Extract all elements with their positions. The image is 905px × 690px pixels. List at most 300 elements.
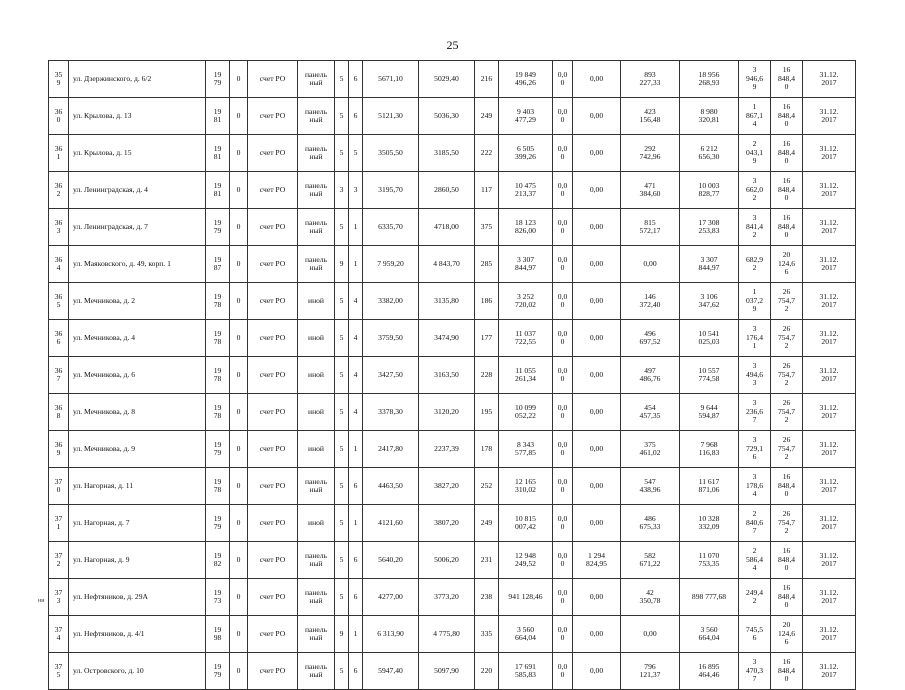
floors-cell: 5	[335, 98, 349, 135]
residents-cell: 249	[475, 505, 499, 542]
cell-line: 26	[782, 287, 791, 297]
cell-line: 1 294	[587, 550, 606, 560]
total-area-cell	[363, 320, 419, 357]
cell-line: 0	[784, 489, 789, 499]
cell-line: 722,55	[515, 337, 536, 346]
total-area-cell	[363, 653, 419, 690]
row-number-cell	[49, 579, 69, 616]
cell-line: 37	[54, 624, 63, 634]
cell-line: 754,7	[777, 295, 796, 305]
cell-line: 664,04	[698, 633, 720, 642]
cell-line: 0	[784, 230, 789, 240]
cell-line: 2017	[821, 596, 837, 605]
cell-line: 375	[644, 439, 656, 449]
living-area-cell	[419, 505, 475, 542]
total-area-cell	[363, 135, 419, 172]
federal-funds-cell	[553, 542, 573, 579]
cell-line: 37	[54, 550, 63, 560]
cell-line: 18 123	[515, 217, 536, 227]
cell-line: панель	[304, 180, 328, 190]
cell-line: 4	[752, 119, 757, 129]
cell-line: 5029,40	[434, 73, 459, 83]
cell-line: 261,34	[515, 374, 536, 383]
cell-line: 20	[782, 620, 791, 630]
cell-line: 742,96	[639, 152, 661, 161]
cell-line: 79	[213, 448, 222, 457]
cell-line: 1	[752, 287, 757, 297]
total-area-cell	[363, 505, 419, 542]
cell-line: 36	[54, 402, 63, 412]
cell-line: 0,0	[557, 624, 568, 634]
cell-line: 310,02	[515, 485, 536, 494]
cell-line: ный	[309, 263, 323, 272]
cell-line: 31.12.	[819, 106, 839, 116]
cell-line: 16	[782, 102, 791, 112]
cell-line: 2017	[821, 263, 837, 272]
local-funds-cell	[621, 616, 680, 653]
cell-line: иной	[308, 517, 324, 527]
cell-line: 0,0	[557, 180, 568, 190]
total-area-cell	[363, 431, 419, 468]
wall-material-cell	[298, 135, 335, 172]
living-area-cell	[419, 357, 475, 394]
cell-line: 0	[784, 156, 789, 166]
floors-cell: 5	[335, 579, 349, 616]
cell-line: 2017	[821, 226, 837, 235]
cell-line: 796	[644, 661, 656, 671]
cell-line: 3382,00	[378, 295, 403, 305]
total-cost-cell	[499, 431, 553, 468]
cell-line: 79	[213, 670, 222, 679]
cell-line: 848,4	[777, 73, 796, 83]
cell-line: 2017	[821, 633, 837, 642]
cell-line: 36	[54, 106, 63, 116]
cell-line: 0,0	[557, 550, 568, 560]
federal-funds-cell	[553, 357, 573, 394]
cell-line: 494,6	[745, 369, 764, 379]
cell-line: 292	[644, 143, 656, 153]
cell-line: 1	[56, 152, 61, 161]
owner-funds-cell	[680, 542, 739, 579]
table-row	[49, 431, 856, 468]
total-cost-cell	[499, 246, 553, 283]
cell-line: 697,52	[639, 337, 661, 346]
floors-cell: 5	[335, 468, 349, 505]
cell-line: 4463,50	[378, 480, 403, 490]
deadline-cell	[803, 616, 856, 653]
row-number-cell	[49, 98, 69, 135]
local-funds-cell	[621, 135, 680, 172]
cell-line: 19	[213, 550, 222, 560]
cell-line: 7 968	[700, 439, 718, 449]
cell-line: 0	[784, 193, 789, 203]
owner-funds-cell	[680, 431, 739, 468]
cell-line: 19	[213, 69, 222, 79]
cell-line: 249,52	[515, 559, 536, 568]
cell-line: 78	[213, 411, 222, 420]
deadline-cell	[803, 468, 856, 505]
cell-line: 9	[752, 304, 757, 314]
cell-line: 0,00	[589, 221, 604, 231]
cell-line: 662,0	[745, 184, 764, 194]
owner-funds-cell	[680, 616, 739, 653]
row-number-cell	[49, 394, 69, 431]
cell-line: 19	[213, 402, 222, 412]
cell-line: ный	[309, 226, 323, 235]
row-number-cell	[49, 542, 69, 579]
cell-line: 11 055	[515, 365, 536, 375]
cell-line: 0,00	[589, 73, 604, 83]
cell-line: 0	[560, 78, 565, 87]
cell-line: 871,06	[698, 485, 720, 494]
local-funds-cell	[621, 283, 680, 320]
cell-line: 7	[752, 674, 757, 684]
cell-line: 116,83	[698, 448, 720, 457]
fund-method-cell: счет РО	[248, 579, 298, 616]
fund-method-cell: счет РО	[248, 61, 298, 98]
cell-line: 2	[56, 559, 61, 568]
cell-line: 0	[560, 559, 565, 568]
cell-line: 2	[784, 304, 789, 314]
cell-line: 754,7	[777, 406, 796, 416]
deadline-cell	[803, 653, 856, 690]
cell-line: 3427,50	[378, 369, 403, 379]
cell-line: 31.12.	[819, 328, 839, 338]
table-row	[49, 468, 856, 505]
zero-cell: 0	[230, 246, 248, 283]
cell-line: 844,97	[698, 263, 720, 272]
residents-cell: 252	[475, 468, 499, 505]
cell-line: 31.12.	[819, 217, 839, 227]
cell-line: 0	[560, 337, 565, 346]
table-row	[49, 320, 856, 357]
living-area-cell	[419, 394, 475, 431]
build-year-cell	[206, 468, 230, 505]
cell-line: 0	[560, 411, 565, 420]
cell-line: 5	[56, 670, 61, 679]
cell-line: 12 948	[515, 550, 536, 560]
federal-funds-cell	[553, 98, 573, 135]
cell-line: панель	[304, 106, 328, 116]
unit-cost-cell	[739, 468, 771, 505]
cell-line: 461,02	[639, 448, 661, 457]
cell-line: 16	[782, 213, 791, 223]
zero-cell: 0	[230, 431, 248, 468]
cell-line: 10 099	[515, 402, 536, 412]
floors-cell: 5	[335, 209, 349, 246]
wall-material-cell	[298, 505, 335, 542]
cell-line: 0,00	[589, 665, 604, 675]
owner-funds-cell	[680, 283, 739, 320]
cell-line: 81	[213, 115, 222, 124]
federal-funds-cell	[553, 505, 573, 542]
regional-funds-cell	[573, 98, 621, 135]
cell-line: 3505,50	[378, 147, 403, 157]
build-year-cell	[206, 616, 230, 653]
row-number-cell	[49, 283, 69, 320]
cell-line: 81	[213, 189, 222, 198]
owner-funds-cell	[680, 61, 739, 98]
cell-line: 19	[213, 513, 222, 523]
total-cost-cell	[499, 172, 553, 209]
cell-line: 4	[56, 263, 61, 272]
cell-line: 3 560	[700, 624, 718, 634]
cell-line: 464,46	[698, 670, 720, 679]
total-area-cell	[363, 542, 419, 579]
cell-line: 454	[644, 402, 656, 412]
cell-line: 2017	[821, 559, 837, 568]
cell-line: 828,77	[698, 189, 720, 198]
owner-funds-cell	[680, 135, 739, 172]
regional-funds-cell	[573, 616, 621, 653]
total-cost-cell	[499, 505, 553, 542]
cell-line: 6 313,90	[377, 628, 404, 638]
federal-funds-cell	[553, 579, 573, 616]
cell-line: ный	[309, 115, 323, 124]
total-cost-cell	[499, 98, 553, 135]
unit-cost-cell	[739, 505, 771, 542]
cell-line: 384,60	[639, 189, 661, 198]
build-year-cell	[206, 431, 230, 468]
wall-material-cell	[298, 616, 335, 653]
cell-line: панель	[304, 143, 328, 153]
cell-line: 2017	[821, 485, 837, 494]
zero-cell: 0	[230, 505, 248, 542]
unit-cost-cell	[739, 357, 771, 394]
build-year-cell	[206, 98, 230, 135]
owner-funds-cell	[680, 394, 739, 431]
cell-line: 2237,39	[434, 443, 459, 453]
cell-line: 2017	[821, 522, 837, 531]
address-cell: ул. Нефтяников, д. 29А	[69, 579, 206, 616]
cell-line: 848,4	[777, 554, 796, 564]
cell-line: 754,7	[777, 443, 796, 453]
cell-line: 754,7	[777, 369, 796, 379]
table-row	[49, 616, 856, 653]
cell-line: 36	[54, 143, 63, 153]
regional-funds-cell	[573, 542, 621, 579]
residents-cell: 335	[475, 616, 499, 653]
cell-line: 0	[560, 189, 565, 198]
zero-cell: 0	[230, 172, 248, 209]
max-unit-cost-cell	[771, 209, 803, 246]
row-number-cell	[49, 172, 69, 209]
address-cell: ул. Нефтяников, д. 4/1	[69, 616, 206, 653]
table-row	[49, 394, 856, 431]
cell-line: 7 959,20	[377, 258, 404, 268]
cell-line: 3	[56, 596, 61, 605]
cell-line: 848,4	[777, 147, 796, 157]
cell-line: 1	[752, 341, 757, 351]
cell-line: 0,0	[557, 328, 568, 338]
cell-line: 826,00	[515, 226, 536, 235]
cell-line: 6	[56, 337, 61, 346]
build-year-cell	[206, 135, 230, 172]
cell-line: 5671,10	[378, 73, 403, 83]
cell-line: 19	[213, 106, 222, 116]
cell-line: 332,09	[698, 522, 720, 531]
cell-line: 1	[56, 522, 61, 531]
unit-cost-cell	[739, 616, 771, 653]
address-cell: ул. Маяковского, д. 49, корп. 1	[69, 246, 206, 283]
cell-line: 471	[644, 180, 656, 190]
total-cost-cell	[499, 320, 553, 357]
fund-method-cell: счет РО	[248, 320, 298, 357]
cell-line: 3	[752, 176, 757, 186]
cell-line: 31.12.	[819, 587, 839, 597]
unit-cost-cell	[739, 61, 771, 98]
cell-line: 3 307	[516, 254, 535, 264]
cell-line: 585,83	[515, 670, 536, 679]
cell-line: 20	[782, 250, 791, 260]
table-row	[49, 283, 856, 320]
cell-line: 5	[56, 300, 61, 309]
entrances-cell: 6	[349, 579, 363, 616]
local-funds-cell	[621, 209, 680, 246]
cell-line: 2417,80	[378, 443, 403, 453]
row-number-cell	[49, 653, 69, 690]
cell-line: 753,35	[698, 559, 720, 568]
cell-line: 6	[784, 267, 789, 277]
table-row	[49, 542, 856, 579]
entrances-cell: 4	[349, 320, 363, 357]
address-cell: ул. Нагорная, д. 9	[69, 542, 206, 579]
row-number-cell	[49, 61, 69, 98]
table-row	[49, 357, 856, 394]
cell-line: 0,00	[589, 517, 604, 527]
cell-line: 78	[213, 374, 222, 383]
cell-line: 16	[782, 472, 791, 482]
cell-line: 7	[752, 526, 757, 536]
floors-cell: 5	[335, 505, 349, 542]
cell-line: 682,9	[745, 254, 764, 264]
cell-line: 675,33	[639, 522, 661, 531]
zero-cell: 0	[230, 468, 248, 505]
residents-cell: 228	[475, 357, 499, 394]
cell-line: 0,0	[557, 402, 568, 412]
cell-line: 2017	[821, 448, 837, 457]
unit-cost-cell	[739, 431, 771, 468]
cell-line: 37	[54, 513, 63, 523]
build-year-cell	[206, 394, 230, 431]
zero-cell: 0	[230, 542, 248, 579]
address-cell: ул. Островского, д. 10	[69, 653, 206, 690]
total-area-cell	[363, 357, 419, 394]
table-body	[49, 61, 856, 690]
floors-cell: 5	[335, 394, 349, 431]
max-unit-cost-cell	[771, 579, 803, 616]
cell-line: 16	[782, 583, 791, 593]
cell-line: 19	[213, 291, 222, 301]
cell-line: 19	[213, 328, 222, 338]
cell-line: 0,0	[557, 661, 568, 671]
wall-material-cell	[298, 653, 335, 690]
cell-line: 3	[752, 378, 757, 388]
housing-register-table	[48, 60, 856, 690]
local-funds-cell	[621, 579, 680, 616]
cell-line: 31.12.	[819, 624, 839, 634]
regional-funds-cell	[573, 394, 621, 431]
cell-line: 2	[784, 415, 789, 425]
cell-line: ный	[309, 596, 323, 605]
cell-line: 0	[560, 263, 565, 272]
cell-line: 3 252	[516, 291, 535, 301]
unit-cost-cell	[739, 542, 771, 579]
cell-line: 844,97	[515, 263, 536, 272]
regional-funds-cell	[573, 246, 621, 283]
deadline-cell	[803, 283, 856, 320]
fund-method-cell: счет РО	[248, 653, 298, 690]
total-cost-cell	[499, 394, 553, 431]
living-area-cell	[419, 616, 475, 653]
cell-line: 2017	[821, 670, 837, 679]
cell-line: 0	[560, 596, 565, 605]
cell-line: 3773,20	[434, 591, 459, 601]
max-unit-cost-cell	[771, 246, 803, 283]
cell-line: 19	[213, 476, 222, 486]
cell-line: 37	[54, 587, 63, 597]
living-area-cell	[419, 542, 475, 579]
cell-line: 4 775,80	[433, 628, 460, 638]
cell-line: 037,2	[745, 295, 764, 305]
cell-line: 2	[752, 596, 757, 605]
cell-line: 121,37	[639, 670, 661, 679]
cell-line: 423	[644, 106, 656, 116]
cell-line: 16	[782, 65, 791, 75]
row-number-cell	[49, 209, 69, 246]
unit-cost-cell	[739, 320, 771, 357]
cell-line: 4	[56, 633, 61, 642]
cell-line: 774,58	[698, 374, 720, 383]
total-cost-cell	[499, 616, 553, 653]
cell-line: 2017	[821, 337, 837, 346]
cell-line: 4718,00	[434, 221, 459, 231]
cell-line: 841,4	[745, 221, 764, 231]
federal-funds-cell	[553, 394, 573, 431]
cell-line: 043,1	[745, 147, 764, 157]
cell-line: 19	[213, 624, 222, 634]
cell-line: иной	[308, 406, 324, 416]
cell-line: 4121,60	[378, 517, 403, 527]
residents-cell: 178	[475, 431, 499, 468]
cell-line: 19	[213, 254, 222, 264]
entrances-cell: 6	[349, 653, 363, 690]
cell-line: 496,26	[515, 78, 536, 87]
floors-cell: 3	[335, 172, 349, 209]
cell-line: 0	[560, 374, 565, 383]
owner-funds-cell	[680, 209, 739, 246]
cell-line: 19	[213, 439, 222, 449]
cell-line: 31.12.	[819, 513, 839, 523]
cell-line: 98	[213, 633, 222, 642]
cell-line: 2	[752, 509, 757, 519]
cell-line: 156,48	[639, 115, 661, 124]
entrances-cell: 1	[349, 616, 363, 653]
deadline-cell	[803, 431, 856, 468]
residents-cell: 375	[475, 209, 499, 246]
cell-line: 0,00	[589, 628, 604, 638]
cell-line: 2	[752, 263, 757, 272]
fund-method-cell: счет РО	[248, 505, 298, 542]
cell-line: 0,0	[557, 513, 568, 523]
address-cell: ул. Мечникова, д. 9	[69, 431, 206, 468]
cell-line: 745,5	[745, 624, 764, 634]
cell-line: 31.12.	[819, 402, 839, 412]
zero-cell: 0	[230, 61, 248, 98]
cell-line: 31.12.	[819, 550, 839, 560]
cell-line: 26	[782, 509, 791, 519]
cell-line: панель	[304, 624, 328, 634]
